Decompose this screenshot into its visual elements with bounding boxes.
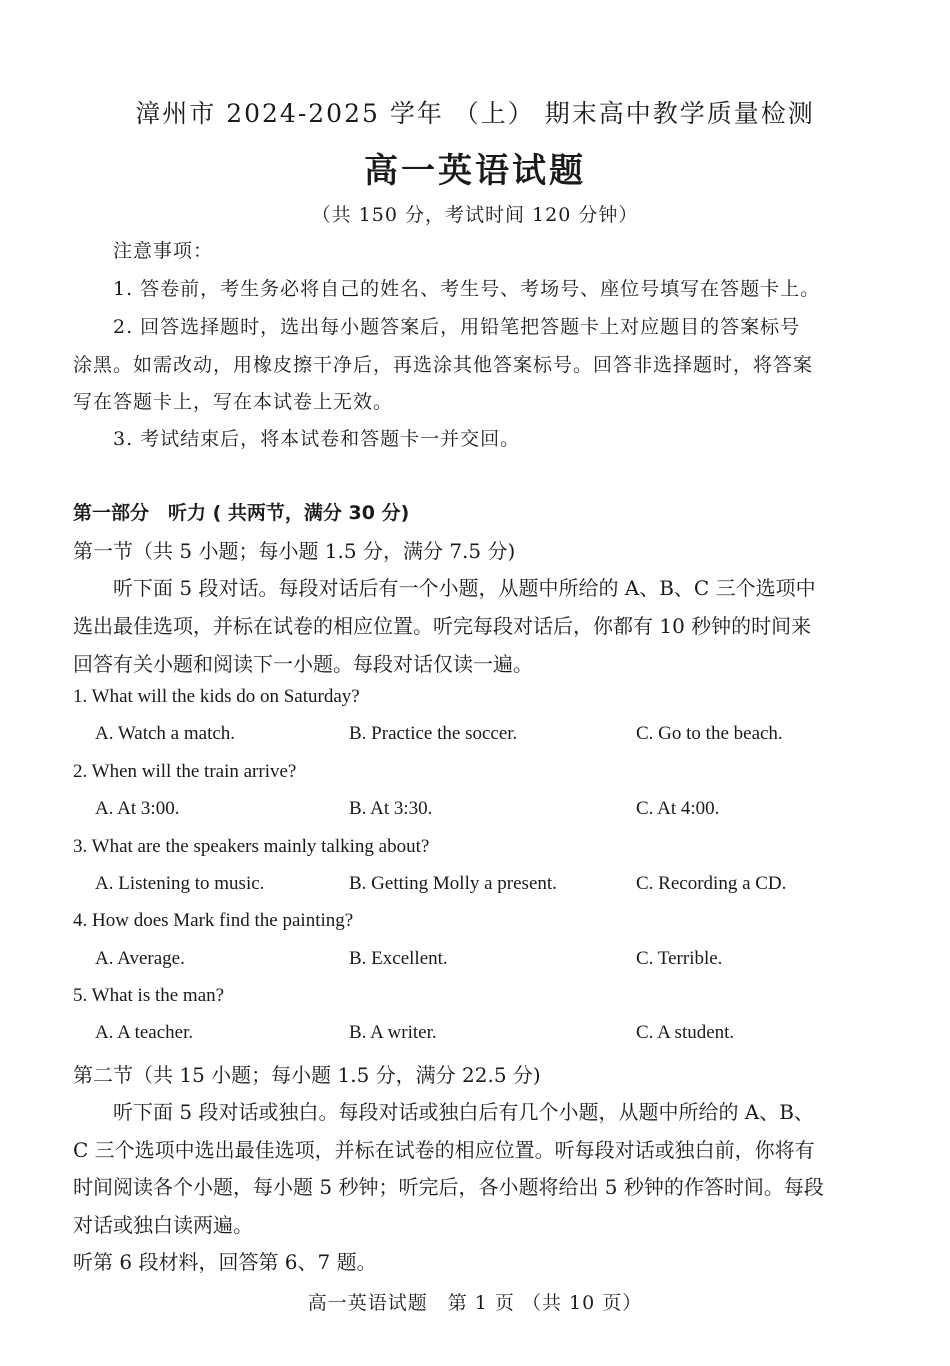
q5-option-c: C. A student. — [636, 1022, 735, 1043]
q4-option-a: A. Average. — [95, 948, 185, 969]
notice-item-1: 1. 答卷前，考生务必将自己的姓名、考生号、考场号、座位号填写在答题卡上。 — [113, 278, 821, 300]
question-2: 2. When will the train arrive? — [73, 761, 297, 782]
section2-intro-line-4: 对话或独白读两遍。 — [73, 1213, 253, 1237]
exam-title: 高一英语试题 — [364, 151, 586, 191]
section2-intro-line-1: 听下面 5 段对话或独白。每段对话或独白后有几个小题，从题中所给的 A、B、 — [113, 1100, 814, 1124]
notice-item-3: 3. 考试结束后，将本试卷和答题卡一并交回。 — [113, 428, 521, 450]
q4-option-c: C. Terrible. — [636, 948, 723, 969]
q2-option-b: B. At 3:30. — [349, 798, 433, 819]
exam-header: 漳州市 2024-2025 学年 （上） 期末高中教学质量检测 — [135, 99, 815, 128]
page-footer: 高一英语试题 第 1 页 （共 10 页） — [307, 1292, 643, 1314]
q3-option-c: C. Recording a CD. — [636, 873, 787, 894]
section2-intro-line-3: 时间阅读各个小题，每小题 5 秒钟；听完后，各小题将给出 5 秒钟的作答时间。每段 — [73, 1175, 824, 1199]
exam-subtitle: （共 150 分，考试时间 120 分钟） — [311, 204, 639, 226]
q4-option-b: B. Excellent. — [349, 948, 448, 969]
q2-option-a: A. At 3:00. — [95, 798, 180, 819]
notice-item-2-line-3: 写在答题卡上，写在本试卷上无效。 — [73, 391, 394, 413]
q5-option-a: A. A teacher. — [95, 1022, 194, 1043]
q1-option-c: C. Go to the beach. — [636, 723, 783, 744]
question-5: 5. What is the man? — [73, 985, 225, 1006]
notice-item-2-line-1: 2. 回答选择题时，选出每小题答案后，用铅笔把答题卡上对应题目的答案标号 — [113, 316, 801, 338]
q3-option-b: B. Getting Molly a present. — [349, 873, 557, 894]
part1-title: 第一部分 听力 ( 共两节，满分 30 分) — [73, 502, 410, 524]
section1-title: 第一节（共 5 小题；每小题 1.5 分，满分 7.5 分) — [73, 539, 516, 563]
q1-option-b: B. Practice the soccer. — [349, 723, 518, 744]
q3-option-a: A. Listening to music. — [95, 873, 265, 894]
section2-intro-line-2: C 三个选项中选出最佳选项，并标在试卷的相应位置。听每段对话或独白前，你将有 — [73, 1138, 815, 1162]
material-instruction: 听第 6 段材料，回答第 6、7 题。 — [73, 1250, 377, 1274]
question-4: 4. How does Mark find the painting? — [73, 910, 354, 931]
question-3: 3. What are the speakers mainly talking about? — [73, 836, 430, 857]
section1-intro-line-3: 回答有关小题和阅读下一小题。每段对话仅读一遍。 — [73, 652, 533, 676]
q2-option-c: C. At 4:00. — [636, 798, 720, 819]
notice-item-2-line-2: 涂黑。如需改动，用橡皮擦干净后，再选涂其他答案标号。回答非选择题时，将答案 — [73, 354, 814, 376]
q5-option-b: B. A writer. — [349, 1022, 437, 1043]
section1-intro-line-1: 听下面 5 段对话。每段对话后有一个小题，从题中所给的 A、B、C 三个选项中 — [113, 576, 816, 600]
section2-title: 第二节（共 15 小题；每小题 1.5 分，满分 22.5 分) — [73, 1063, 541, 1087]
section1-intro-line-2: 选出最佳选项，并标在试卷的相应位置。听完每段对话后，你都有 10 秒钟的时间来 — [73, 614, 812, 638]
q1-option-a: A. Watch a match. — [95, 723, 236, 744]
question-1: 1. What will the kids do on Saturday? — [73, 686, 360, 707]
notice-heading: 注意事项： — [113, 240, 214, 262]
